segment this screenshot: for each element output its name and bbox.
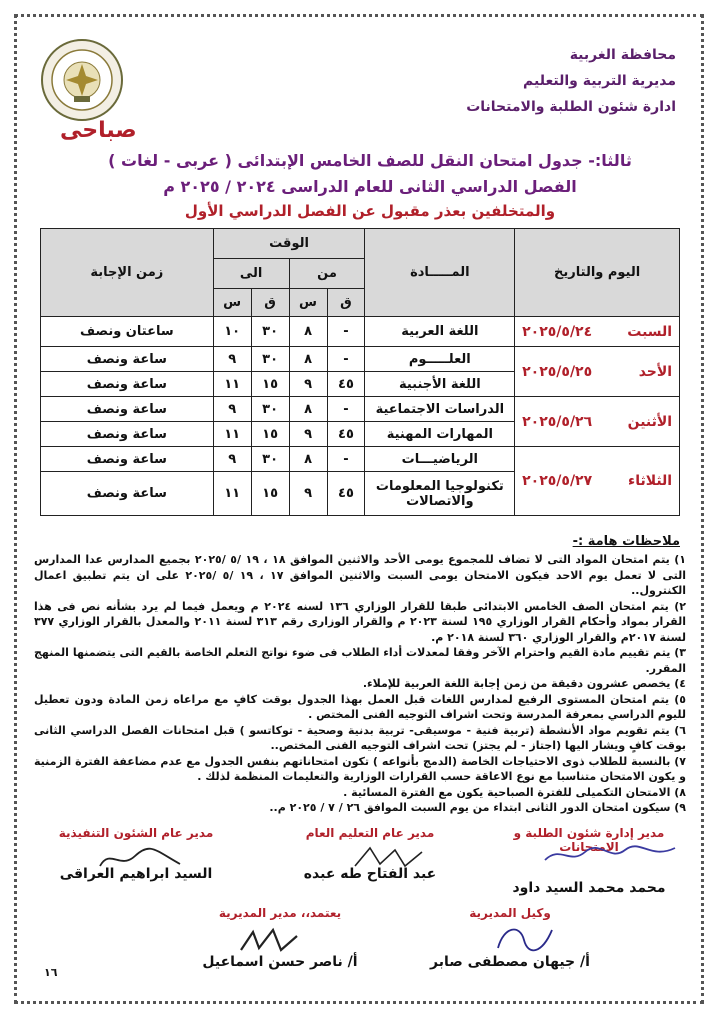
from-minute-cell: ٤٥ [327,472,365,516]
handwritten-signature [350,842,430,872]
notes-title: ملاحظات هامة :- [572,534,680,549]
from-hour-cell: ٩ [289,472,327,516]
header-to-hour: س [213,289,251,317]
page-number: ١٦ [44,966,58,979]
from-minute-cell: ٤٥ [327,372,365,397]
subject-cell: الدراسات الاجتماعية [365,397,515,422]
signature-role: وكيل المديرية [469,906,551,920]
shift-label: صباحى [60,118,137,143]
to-minute-cell: ٣٠ [251,447,289,472]
note-item: ٨) الامتحان التكميلى للفترة الصباحية يكون مع الفترة المسائية . [343,785,686,799]
note-item: ٣) يتم تقييم مادة القيم واحترام الآخر وفقا لمعدلات أداء الطلاب فى ضوء نواتج التعلم الخاصة بالقيم التى يتضمنها المنهج المقرر. [34,646,686,675]
handwritten-signature [235,924,305,958]
from-hour-cell: ٨ [289,317,327,347]
header-day-date: اليوم والتاريخ [515,229,680,317]
to-hour-cell: ٩ [213,347,251,372]
subject-cell: اللغة العربية [365,317,515,347]
day-cell: الأحد٢٠٢٥/٥/٢٥ [515,347,680,397]
handwritten-signature [95,846,185,872]
title-line-3: والمتخلفين بعذر مقبول عن الفصل الدراسي الأول [184,202,556,220]
handwritten-signature [490,920,560,956]
subject-cell: تكنولوجيا المعلومات والاتصالات [365,472,515,516]
title-line-1: ثالثا:- جدول امتحان النقل للصف الخامس الإبتدائى ( عربى - لغات ) [108,151,632,170]
duration-cell: ساعة ونصف [41,372,214,397]
from-minute-cell: - [327,347,365,372]
subject-cell: اللغة الأجنبية [365,372,515,397]
title-line-2: الفصل الدراسي الثانى للعام الدراسى ٢٠٢٤ / ٢٠٢٥ م [163,177,577,196]
header-time: الوقت [213,229,365,259]
to-minute-cell: ٣٠ [251,347,289,372]
table-row [41,447,680,472]
note-item: ١) يتم امتحان المواد التى لا تضاف للمجموع يومى الأحد والاثنين الموافق ١٨ ، ١٩ /٥ /٢٠٢٥ بجميع المدارس عدا المدارس التى لا تعمل يوم الاحد فيكون الامتحان يومى السبت والاثنين الموافق ١٧ ، ١٩ /٥ /٢٠٢٥ على ان يتم تطبيق اعمال الكنترول.. [34,553,686,597]
signature-role: مدير عام الشئون التنفيذية [58,826,214,840]
signature-name: محمد محمد السيد داود [512,880,666,896]
notes-list [34,552,686,816]
subject-cell: الرياضيـــات [365,447,515,472]
to-hour-cell: ١٠ [213,317,251,347]
note-item: ٧) بالنسبة للطلاب ذوى الاحتياجات الخاصة (الدمج بأنواعه ) تكون امتحاناتهم بنفس الجدول مع عدم مضاعفة الفترة الزمنية و يكون الامتحان متناسبا مع نوع الاعاقة حسب القرارات الوزارية والتعليمات المنظمة لذلك . [34,754,686,783]
header-to: الى [213,259,289,289]
to-hour-cell: ١١ [213,422,251,447]
to-hour-cell: ١١ [213,472,251,516]
note-item: ٢) يتم امتحان الصف الخامس الابتدائى طبقا للقرار الوزاري ١٣٦ لسنه ٢٠٢٤ م ويعمل فيما لم يرد بشأنه نص فى هذا القرار بمواد وأحكام القرار الوزاري ١٩٥ لسنة ٢٠٢٣ م والقرار الوزارى رقم ٣١٣ لسنة ٢٠١١ والمعدل بالقرار الوزاري ٣٧٧ لسنة ٢٠١٧م والقرار الوزاري ٣٦٠ لسنة ٢٠١٨ م. [34,599,686,644]
note-item: ٩) سيكون امتحان الدور الثانى ابتداء من يوم السبت الموافق ٢٦ / ٧ / ٢٠٢٥ م.. [269,801,686,814]
table-row [41,347,680,372]
from-hour-cell: ٨ [289,397,327,422]
header-duration: زمن الإجابة [41,229,214,317]
from-hour-cell: ٨ [289,447,327,472]
header-from: من [289,259,365,289]
from-minute-cell: - [327,317,365,347]
header-to-minute: ق [251,289,289,317]
from-minute-cell: ٤٥ [327,422,365,447]
to-hour-cell: ١١ [213,372,251,397]
exam-schedule-table [40,228,680,516]
signature-role: مدير عام التعليم العام [305,826,435,840]
to-minute-cell: ١٥ [251,372,289,397]
department-label: ادارة شئون الطلبة والامتحانات [466,99,676,115]
subject-cell: العلـــــوم [365,347,515,372]
duration-cell: ساعتان ونصف [41,317,214,347]
duration-cell: ساعة ونصف [41,397,214,422]
duration-cell: ساعة ونصف [41,447,214,472]
signature-role: يعتمد،، مدير المديرية [218,906,342,920]
subject-cell: المهارات المهنية [365,422,515,447]
day-cell: السبت٢٠٢٥/٥/٢٤ [515,317,680,347]
table-row [41,317,680,347]
header-from-minute: ق [327,289,365,317]
to-minute-cell: ١٥ [251,422,289,447]
day-cell: الثلاثاء٢٠٢٥/٥/٢٧ [515,447,680,516]
title-block [50,148,690,222]
from-hour-cell: ٨ [289,347,327,372]
duration-cell: ساعة ونصف [41,472,214,516]
duration-cell: ساعة ونصف [41,422,214,447]
from-hour-cell: ٩ [289,372,327,397]
signature-role: مدير إدارة شئون الطلبة و الامتحانات [513,826,665,854]
header-block [416,42,676,120]
from-minute-cell: - [327,397,365,422]
to-minute-cell: ١٥ [251,472,289,516]
to-hour-cell: ٩ [213,447,251,472]
table-row [41,397,680,422]
note-item: ٤) يخصص عشرون دقيقة من زمن إجابة اللغة العربية للإملاء. [362,677,686,690]
signature-name: أ/ جيهان مصطفى صابر [430,954,590,970]
duration-cell: ساعة ونصف [41,347,214,372]
day-cell: الأثنين٢٠٢٥/٥/٢٦ [515,397,680,447]
header-from-hour: س [289,289,327,317]
note-item: ٥) يتم امتحان المستوى الرفيع لمدارس اللغات قبل العمل بهذا الجدول بوقت كافٍ مع مراعاه زمن المادة ودون تعطيل لليوم الدراسي بمعرفة المدرسة وتحت اشراف التوجيه الفنى المختص . [34,692,686,721]
signature-name: أ/ ناصر حسن اسماعيل [202,954,358,970]
to-minute-cell: ٣٠ [251,317,289,347]
signature-name: السيد ابراهيم العراقى [59,866,213,882]
handwritten-signature [540,840,680,870]
to-hour-cell: ٩ [213,397,251,422]
governorate-label: محافظة الغربية [569,47,676,63]
signature-name: عبد الفتاح طه عبده [303,866,437,882]
directorate-label: مديرية التربية والتعليم [523,73,676,89]
header-subject: المـــــادة [365,229,515,317]
from-minute-cell: - [327,447,365,472]
directorate-logo [40,38,124,122]
note-item: ٦) يتم تقويم مواد الأنشطة (تربية فنية - موسيقى- تربية بدنية وصحية - توكاتسو ) قبل امتحانات الفصل الدراسي الثانى بوقت كافٍ ويشار اليها (اجتاز - لم يجتز) تحت اشراف التوجيه الفنى المختص.. [34,723,686,752]
from-hour-cell: ٩ [289,422,327,447]
to-minute-cell: ٣٠ [251,397,289,422]
